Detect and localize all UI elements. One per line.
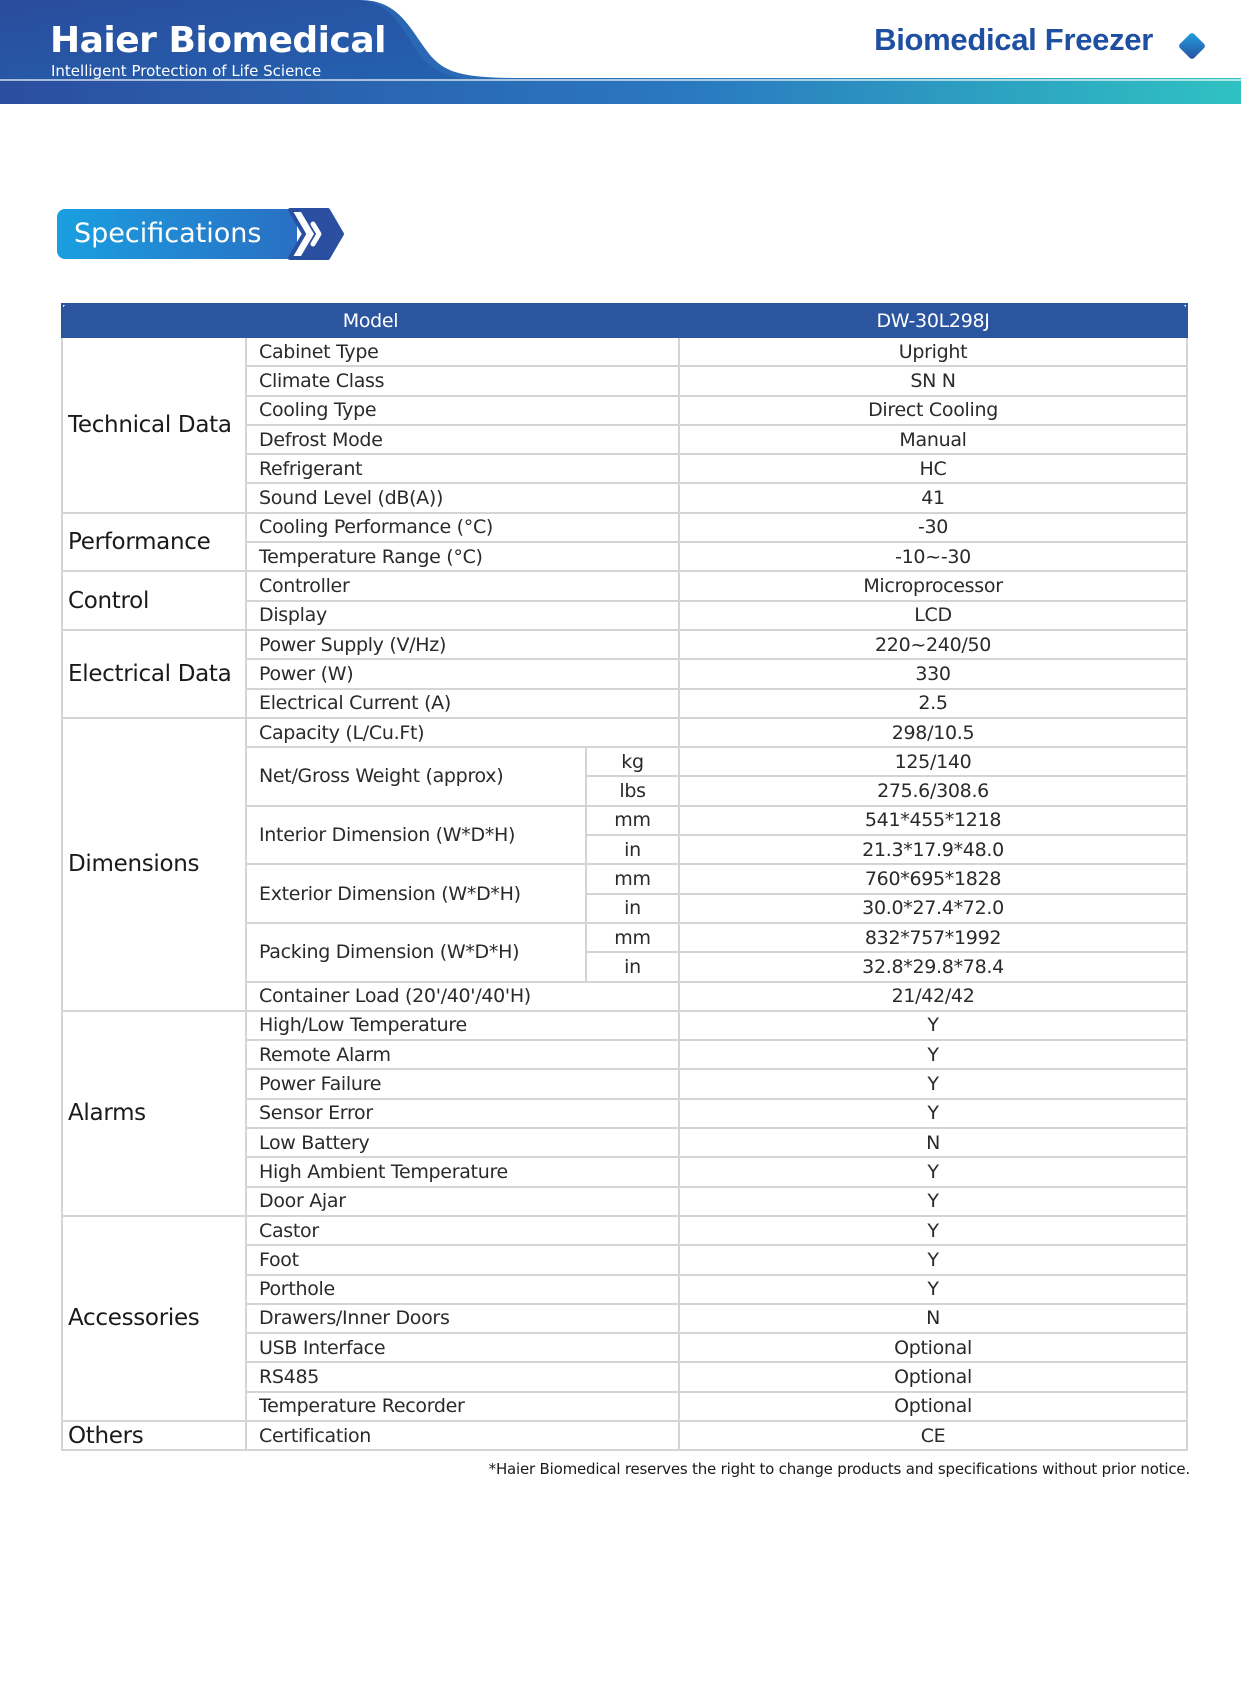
row-value: 21.3*17.9*48.0	[679, 835, 1187, 864]
row-label: Packing Dimension (W*D*H)	[246, 923, 586, 982]
row-label: Interior Dimension (W*D*H)	[246, 806, 586, 865]
row-value: Optional	[679, 1392, 1187, 1421]
category-control: Control	[62, 571, 246, 630]
table-row	[62, 571, 1187, 600]
row-value: 21/42/42	[679, 982, 1187, 1011]
row-value: N	[679, 1304, 1187, 1333]
row-value: SN N	[679, 366, 1187, 395]
row-label: High/Low Temperature	[246, 1011, 679, 1040]
brand-logo-text: Haier Biomedical	[50, 20, 386, 61]
row-value: 541*455*1218	[679, 806, 1187, 835]
row-value: Y	[679, 1216, 1187, 1245]
row-value: Y	[679, 1069, 1187, 1098]
table-row	[62, 1216, 1187, 1245]
row-value: Y	[679, 1245, 1187, 1274]
category-accessories: Accessories	[62, 1216, 246, 1421]
category-technical-data: Technical Data	[62, 337, 246, 513]
row-label: USB Interface	[246, 1333, 679, 1362]
category-performance: Performance	[62, 513, 246, 572]
row-label: Temperature Range (°C)	[246, 542, 679, 571]
row-value: 760*695*1828	[679, 864, 1187, 893]
product-line-title: Biomedical Freezer	[874, 22, 1153, 57]
row-label: Sensor Error	[246, 1099, 679, 1128]
row-label: Drawers/Inner Doors	[246, 1304, 679, 1333]
table-row	[62, 1421, 1187, 1450]
row-label: Power (W)	[246, 659, 679, 688]
row-label: RS485	[246, 1362, 679, 1391]
table-row	[62, 1011, 1187, 1040]
specifications-table	[61, 303, 1188, 1451]
row-label: Cooling Type	[246, 396, 679, 425]
row-value: LCD	[679, 601, 1187, 630]
chevron-right-icon	[280, 207, 348, 261]
unit-label: in	[586, 952, 679, 981]
unit-label: in	[586, 835, 679, 864]
row-value: Y	[679, 1040, 1187, 1069]
row-label: Net/Gross Weight (approx)	[246, 747, 586, 806]
row-value: 298/10.5	[679, 718, 1187, 747]
row-value: Y	[679, 1275, 1187, 1304]
row-label: Door Ajar	[246, 1187, 679, 1216]
row-value: Optional	[679, 1333, 1187, 1362]
row-label: Capacity (L/Cu.Ft)	[246, 718, 679, 747]
category-dimensions: Dimensions	[62, 718, 246, 1011]
row-value: HC	[679, 454, 1187, 483]
row-label: Controller	[246, 571, 679, 600]
row-label: Cooling Performance (°C)	[246, 513, 679, 542]
table-header-row	[62, 304, 1187, 337]
row-value: Y	[679, 1187, 1187, 1216]
row-value: 275.6/308.6	[679, 776, 1187, 805]
unit-label: in	[586, 894, 679, 923]
unit-label: lbs	[586, 776, 679, 805]
table-row	[62, 718, 1187, 747]
row-value: 330	[679, 659, 1187, 688]
unit-label: mm	[586, 864, 679, 893]
section-title-badge	[57, 209, 297, 259]
row-value: Y	[679, 1099, 1187, 1128]
row-value: Y	[679, 1011, 1187, 1040]
row-value: Optional	[679, 1362, 1187, 1391]
row-value: Direct Cooling	[679, 396, 1187, 425]
disclaimer-note: *Haier Biomedical reserves the right to change products and specifications without prior notice.	[488, 1460, 1190, 1478]
row-value: 125/140	[679, 747, 1187, 776]
table-row	[62, 630, 1187, 659]
unit-label: mm	[586, 923, 679, 952]
category-others: Others	[62, 1421, 246, 1450]
row-label: Display	[246, 601, 679, 630]
unit-label: mm	[586, 806, 679, 835]
brand-tagline: Intelligent Protection of Life Science	[51, 62, 322, 80]
row-value: -30	[679, 513, 1187, 542]
row-label: Castor	[246, 1216, 679, 1245]
row-value: -10~-30	[679, 542, 1187, 571]
diamond-icon	[1177, 30, 1207, 62]
row-label: Cabinet Type	[246, 337, 679, 366]
row-value: 220~240/50	[679, 630, 1187, 659]
section-title: Specifications	[74, 218, 262, 249]
row-label: Sound Level (dB(A))	[246, 483, 679, 512]
unit-label: kg	[586, 747, 679, 776]
row-label: Refrigerant	[246, 454, 679, 483]
row-label: Low Battery	[246, 1128, 679, 1157]
row-label: Porthole	[246, 1275, 679, 1304]
category-alarms: Alarms	[62, 1011, 246, 1216]
row-label: Power Failure	[246, 1069, 679, 1098]
row-value: 32.8*29.8*78.4	[679, 952, 1187, 981]
table-row	[62, 513, 1187, 542]
row-value: CE	[679, 1421, 1187, 1450]
row-label: Foot	[246, 1245, 679, 1274]
page-header	[0, 0, 1241, 104]
row-label: Certification	[246, 1421, 679, 1450]
row-value: Microprocessor	[679, 571, 1187, 600]
row-value: Manual	[679, 425, 1187, 454]
row-label: Climate Class	[246, 366, 679, 395]
row-value: 41	[679, 483, 1187, 512]
table-row	[62, 337, 1187, 366]
row-value: Upright	[679, 337, 1187, 366]
row-value: 832*757*1992	[679, 923, 1187, 952]
row-label: Exterior Dimension (W*D*H)	[246, 864, 586, 923]
row-label: High Ambient Temperature	[246, 1157, 679, 1186]
category-electrical-data: Electrical Data	[62, 630, 246, 718]
row-label: Defrost Mode	[246, 425, 679, 454]
row-label: Temperature Recorder	[246, 1392, 679, 1421]
row-value: 30.0*27.4*72.0	[679, 894, 1187, 923]
row-value: N	[679, 1128, 1187, 1157]
row-label: Power Supply (V/Hz)	[246, 630, 679, 659]
row-label: Remote Alarm	[246, 1040, 679, 1069]
model-header-label: Model	[62, 304, 679, 337]
model-header-value: DW-30L298J	[679, 304, 1187, 337]
row-label: Container Load (20'/40'/40'H)	[246, 982, 679, 1011]
row-value: 2.5	[679, 689, 1187, 718]
row-value: Y	[679, 1157, 1187, 1186]
row-label: Electrical Current (A)	[246, 689, 679, 718]
